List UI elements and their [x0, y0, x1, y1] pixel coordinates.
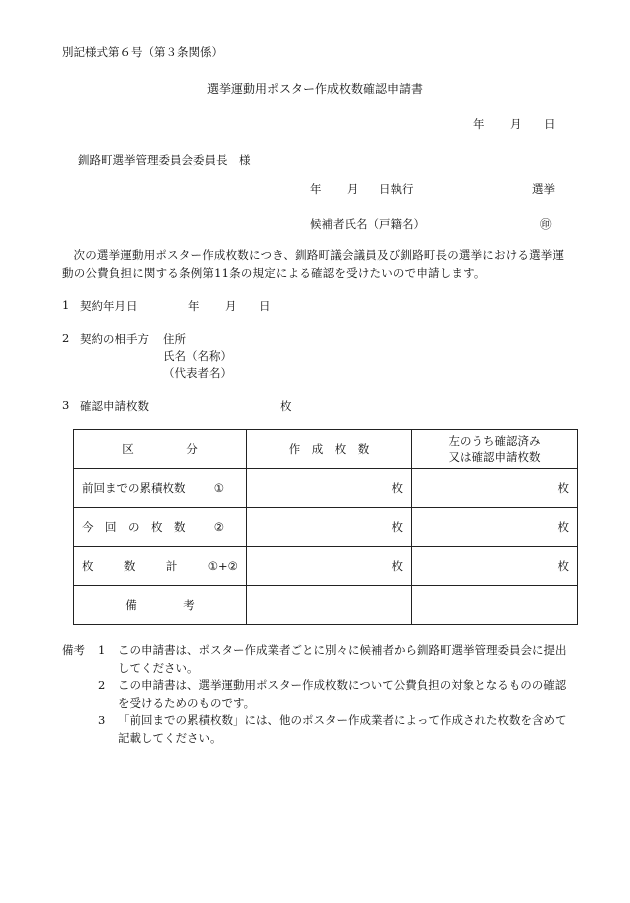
header-category-a: 区	[122, 442, 134, 456]
remarks-label-b: 考	[183, 598, 195, 612]
table-row	[74, 508, 578, 547]
contract-year: 年	[188, 299, 200, 313]
document-title: 選挙運動用ポスター作成枚数確認申請書	[206, 82, 423, 96]
row-label-a: 枚	[82, 559, 94, 573]
election-day-exec: 日執行	[379, 182, 414, 196]
row-label-cell	[74, 469, 247, 508]
created-count-cell[interactable]: 枚	[247, 508, 412, 547]
candidate-name-label: 候補者氏名（戸籍名）	[310, 217, 425, 231]
row-label: 前回までの累積枚数	[82, 481, 186, 495]
contract-month: 月	[225, 299, 237, 313]
row-label-cell	[74, 547, 247, 586]
requested-unit: 枚	[280, 399, 292, 413]
note-item	[62, 642, 577, 677]
section-1-label: 契約年月日	[80, 299, 138, 313]
remarks-cell[interactable]	[247, 586, 412, 625]
note-item	[62, 677, 577, 712]
row-mark: ①	[213, 481, 224, 495]
header-category	[74, 430, 247, 469]
remarks-label-cell	[74, 586, 247, 625]
confirmed-count-cell[interactable]: 枚	[412, 469, 578, 508]
confirmed-count-cell[interactable]: 枚	[412, 547, 578, 586]
note-number: 1	[98, 643, 106, 657]
row-mark: ②	[213, 520, 224, 534]
row-label: 今 回 の 枚 数	[82, 520, 186, 534]
section-2-number: 2	[62, 331, 70, 345]
header-confirmed-line1: 左のうち確認済み	[448, 434, 541, 448]
note-text: この申請書は、選挙運動用ポスター作成枚数について公費負担の対象となるものの確認を受けるためのものです。	[118, 678, 567, 710]
note-text: 「前回までの累積枚数」には、他のポスター作成業者によって作成された枚数を含めて記載してください。	[118, 713, 567, 745]
table-header-row	[74, 430, 578, 469]
addressee: 釧路町選挙管理委員会委員長 様	[78, 153, 251, 167]
poster-count-table	[73, 429, 578, 625]
seal-icon: ㊞	[540, 217, 552, 231]
created-count-cell[interactable]: 枚	[247, 469, 412, 508]
row-label-cell	[74, 508, 247, 547]
header-confirmed-line2: 又は確認申請枚数	[448, 450, 541, 464]
section-3-label: 確認申請枚数	[80, 399, 149, 413]
note-number: 2	[98, 678, 106, 692]
election-month: 月	[347, 182, 359, 196]
contract-day: 日	[259, 299, 271, 313]
table-row	[74, 469, 578, 508]
header-created-count: 作 成 枚 数	[247, 430, 412, 469]
section-1-number: 1	[62, 298, 70, 312]
header-confirmed-count	[412, 430, 578, 469]
note-text: この申請書は、ポスター作成業者ごとに別々に候補者から釧路町選挙管理委員会に提出してください。	[118, 643, 567, 675]
notes-section	[62, 642, 577, 747]
party-address-label: 住所	[163, 332, 186, 346]
row-mark: ①+②	[207, 559, 238, 573]
created-count-cell[interactable]: 枚	[247, 547, 412, 586]
party-name-label: 氏名（名称）	[163, 349, 232, 363]
confirmed-count-cell[interactable]: 枚	[412, 508, 578, 547]
note-item	[62, 712, 577, 747]
remarks-label-a: 備	[125, 598, 137, 612]
table-row	[74, 586, 578, 625]
form-number: 別記様式第６号（第３条関係）	[62, 45, 223, 59]
row-label-c: 計	[165, 559, 178, 573]
date-month: 月	[510, 117, 522, 131]
table-row	[74, 547, 578, 586]
election-year: 年	[310, 182, 322, 196]
election-type: 選挙	[532, 182, 555, 196]
application-statement: 次の選挙運動用ポスター作成枚数につき、釧路町議会議員及び釧路町長の選挙における選挙運動の公費負担に関する条例第11条の規定による確認を受けたいので申請します。	[62, 248, 565, 280]
date-year: 年	[473, 117, 485, 131]
row-label-b: 数	[123, 559, 136, 573]
date-day: 日	[544, 117, 556, 131]
note-number: 3	[98, 713, 106, 727]
section-2-label: 契約の相手方	[80, 332, 149, 346]
remarks-cell[interactable]	[412, 586, 578, 625]
party-rep-label: （代表者名）	[163, 366, 232, 380]
header-category-b: 分	[186, 442, 198, 456]
notes-heading: 備考	[62, 643, 85, 657]
section-3-number: 3	[62, 398, 70, 412]
